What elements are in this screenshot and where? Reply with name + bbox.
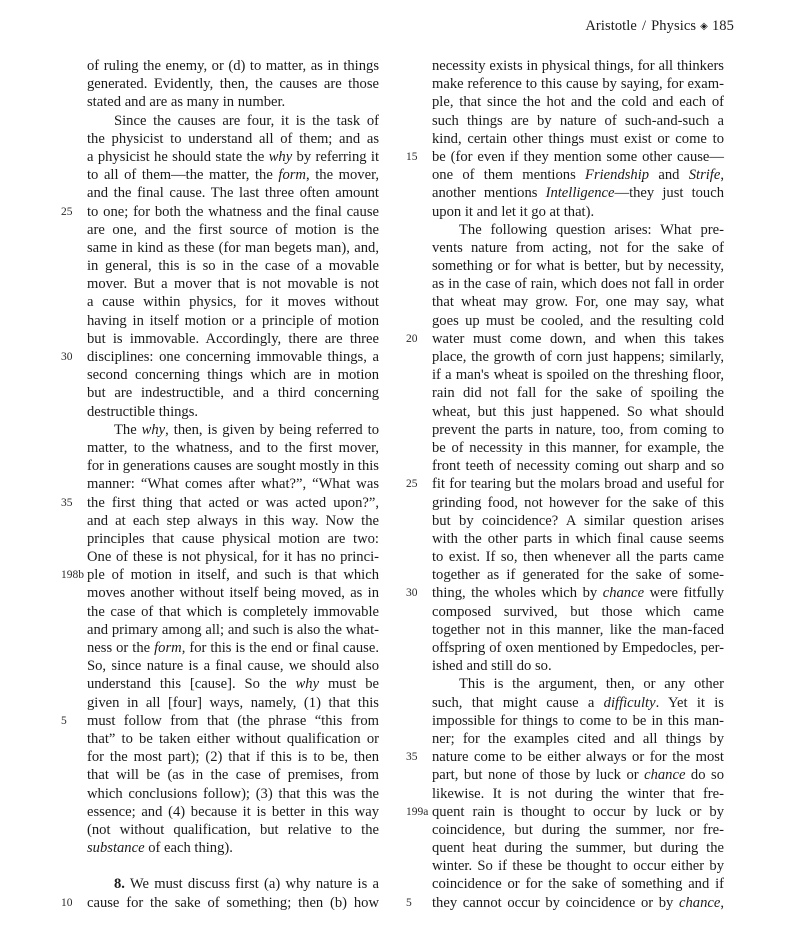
text-line [61, 712, 379, 730]
text-line [432, 421, 724, 439]
line-text: ished and still do so. [432, 658, 552, 675]
header-separator: / [641, 18, 647, 34]
line-text: be (for even if they mention some other cause— [432, 148, 724, 165]
line-number-marker: 5 [61, 714, 67, 727]
line-number-marker: 30 [406, 587, 418, 600]
line-text: principles that cause physical motion are two: [87, 530, 379, 547]
text-line [87, 785, 379, 803]
running-header [585, 18, 734, 35]
text-line [432, 312, 724, 330]
line-text: that wheat may grow. For, one may say, what [432, 294, 724, 311]
text-line [87, 621, 379, 639]
line-text: part, but none of those by luck or chance do so [432, 767, 724, 784]
text-line [432, 75, 724, 93]
text-line [432, 293, 724, 311]
line-text: thing, the wholes which by chance were fitfully [432, 585, 725, 602]
line-text: the first thing that acted or was acted upon?”, [87, 494, 379, 511]
line-text: ple, that since the hot and the cold and each of [432, 94, 724, 111]
text-line [87, 603, 379, 621]
line-number-marker: 35 [61, 496, 73, 509]
line-text: together as if generated for the sake of some- [432, 567, 724, 584]
text-line [87, 312, 379, 330]
text-line [406, 330, 724, 348]
text-line [432, 239, 724, 257]
text-line [432, 712, 724, 730]
line-text: ness or the form, for this is the end or final cause. [87, 640, 379, 656]
line-text: the case of that which is completely immovable [87, 603, 379, 620]
line-text: make reference to this cause by saying, for exam- [432, 76, 724, 93]
line-text: The following question arises: What pre- [459, 221, 724, 238]
text-line [432, 203, 724, 221]
line-text: kind, certain other things must exist or come to [432, 130, 724, 147]
text-line [87, 548, 379, 566]
line-text: as in the case of rain, which does not fall in order [432, 276, 724, 293]
text-line [87, 457, 379, 475]
text-line [87, 748, 379, 766]
text-line [87, 439, 379, 457]
text-line [432, 675, 724, 693]
text-line [432, 57, 724, 75]
line-text: if a man's wheat is spoiled on the threshing floor, [432, 367, 724, 384]
text-line [406, 475, 724, 493]
text-line [87, 275, 379, 293]
text-line [432, 166, 724, 184]
text-line [87, 512, 379, 530]
text-line [432, 184, 724, 202]
header-author: Aristotle [585, 18, 637, 34]
text-line [432, 221, 724, 239]
line-text: given in all [four] ways, namely, (1) that this [87, 694, 379, 711]
line-number-marker: 35 [406, 751, 418, 764]
text-line [87, 403, 379, 421]
line-text: and the final cause. The last three often amount [87, 185, 379, 202]
text-line [87, 657, 379, 675]
line-text: This is the argument, then, or any other [459, 676, 724, 693]
text-line [432, 694, 724, 712]
text-line [87, 839, 379, 857]
line-text: fit for tearing but the molars broad and useful for [432, 476, 724, 493]
text-line [87, 803, 379, 821]
text-line [87, 857, 379, 875]
header-work: Physics [651, 18, 697, 34]
line-text: prevent the parts in nature, too, from coming to [432, 421, 724, 438]
line-text: necessity exists in physical things, for all thinkers [432, 58, 724, 74]
text-line [432, 566, 724, 584]
line-text: moves another without itself being moved, as in [87, 585, 379, 602]
text-line [432, 257, 724, 275]
line-text: but by coincidence? A similar question arises [432, 512, 724, 529]
line-text: for the most part); (2) that if this is to be, then [87, 749, 379, 766]
line-text: that” to be taken either without qualification or [87, 730, 379, 747]
line-text: having in itself motion or a principle of motion [87, 312, 379, 329]
line-text: together not in this manner, like the man-faced [432, 621, 724, 638]
text-line [406, 803, 724, 821]
text-line [432, 766, 724, 784]
line-number-marker: 5 [406, 896, 412, 909]
line-text: a cause within physics, for it moves without [87, 294, 379, 311]
text-line [432, 366, 724, 384]
text-line [87, 239, 379, 257]
line-text: upon it and let it go at that). [432, 203, 595, 220]
line-text: mover. But a mover that is not movable is not [87, 276, 379, 293]
text-line [87, 821, 379, 839]
line-text: nature come to be either always or for the most [432, 749, 724, 766]
text-line [432, 857, 724, 875]
text-line [432, 785, 724, 803]
line-text: second concerning things which are in motion [87, 367, 379, 384]
text-line [432, 403, 724, 421]
line-text: they cannot occur by coincidence or by chance, [432, 894, 724, 911]
text-line [432, 657, 724, 675]
line-text: something or for what is better, but by necessity, [432, 258, 724, 275]
line-text: Since the causes are four, it is the task of [114, 112, 379, 129]
line-text: of ruling the enemy, or (d) to matter, as in things [87, 58, 379, 74]
line-text: but are indestructible, and a third concerning [87, 385, 379, 402]
line-text: front teeth of necessity coming out sharp and so [432, 458, 724, 475]
line-text: grinding food, not however for the sake of this [432, 494, 724, 511]
text-line [87, 384, 379, 402]
line-text: understand this [cause]. So the why must be [87, 676, 379, 693]
line-text: stated and are as many in number. [87, 94, 286, 111]
text-line [432, 384, 724, 402]
text-line [432, 512, 724, 530]
text-line [87, 148, 379, 166]
text-line [87, 130, 379, 148]
line-number-marker: 20 [406, 332, 418, 345]
text-line [87, 257, 379, 275]
line-text: such things are by nature of such-and-such a [432, 112, 724, 129]
line-text: that will be (as in the case of premises, from [87, 767, 379, 784]
text-line [432, 548, 724, 566]
text-line [432, 621, 724, 639]
text-line [432, 457, 724, 475]
page-number: 185 [711, 18, 734, 34]
line-text: The why, then, is given by being referred to [114, 421, 380, 438]
text-line [87, 639, 379, 657]
text-line [87, 475, 379, 493]
line-number-marker: 30 [61, 351, 73, 363]
text-line [432, 130, 724, 148]
text-line [87, 93, 379, 111]
text-line [432, 275, 724, 293]
line-text: to all of them—the matter, the form, the mover, [87, 167, 379, 184]
line-text: goes up must be cooled, and the resulting cold [432, 312, 724, 329]
line-text: with the other parts in which final cause seems [432, 530, 724, 547]
text-line [61, 566, 379, 584]
line-text: substance of each thing). [87, 840, 233, 857]
text-line [432, 821, 724, 839]
text-line [87, 584, 379, 602]
line-text: place, the growth of corn just happens; similarly, [432, 349, 724, 365]
line-text: vents nature from acting, not for the sake of [432, 239, 724, 256]
line-text: be of necessity in this manner, for example, the [432, 439, 724, 456]
line-text: but is immovable. Accordingly, there are three [87, 330, 379, 347]
text-line [87, 293, 379, 311]
line-text: which conclusions follow); (3) that this was the [87, 785, 379, 802]
line-text: offspring of oxen mentioned by Empedocles, per- [432, 640, 724, 656]
line-text: and primary among all; and such is also the what- [87, 621, 379, 638]
text-line [87, 766, 379, 784]
line-number-marker: 25 [61, 205, 73, 218]
line-text: (not without qualification, but relative to the [87, 821, 379, 838]
text-line [432, 603, 724, 621]
diamond-ornament-icon: ◈ [700, 21, 708, 32]
text-line [87, 57, 379, 75]
line-text: 8. We must discuss first (a) why nature is a [114, 876, 379, 893]
line-text: for in generations causes are sought mostly in this [87, 458, 379, 475]
line-text: matter, to the whatness, and to the first mover, [87, 439, 379, 456]
line-text: coincidence or for the sake of something and if [432, 876, 724, 893]
text-line [432, 875, 724, 893]
line-text: impossible for things to come to be in this man- [432, 712, 724, 729]
text-line [87, 421, 379, 439]
line-text: manner: “What comes after what?”, “What was [87, 476, 379, 493]
text-line [61, 348, 379, 366]
line-number-marker: 15 [406, 150, 418, 163]
text-line [87, 530, 379, 548]
text-line [432, 839, 724, 857]
line-text: generated. Evidently, then, the causes are those [87, 76, 379, 93]
line-text: cause for the sake of something; then (b) how [87, 894, 379, 911]
line-text: water must come down, and when this takes [432, 330, 724, 347]
line-text: another mentions Intelligence—they just touch [432, 185, 724, 202]
text-line [87, 730, 379, 748]
line-text: a physicist he should state the why by referring it [87, 148, 379, 165]
line-text: ner; for the examples cited and all things by [432, 730, 724, 747]
text-line [87, 184, 379, 202]
line-text: in general, this is so in the case of a movable [87, 258, 379, 275]
line-text: ple of motion in itself, and such is that which [87, 567, 379, 584]
line-text: likewise. It is not during the winter that fre- [432, 785, 724, 802]
text-line [87, 221, 379, 239]
text-line [432, 93, 724, 111]
text-line [432, 530, 724, 548]
line-text: and at each step always in this way. Now the [87, 512, 379, 529]
text-line [61, 894, 379, 912]
line-text: the physicist to understand all of them; and as [87, 130, 379, 147]
text-line [87, 675, 379, 693]
text-line [87, 366, 379, 384]
line-text: must follow from that (the phrase “this from [87, 712, 379, 729]
text-line [87, 166, 379, 184]
line-text: quent rain is thought to occur by luck or by [432, 803, 724, 820]
line-text: rain did not fall for the sake of spoiling the [432, 385, 724, 402]
line-text: essence; and (4) because it is better in this way [87, 803, 379, 820]
text-line [406, 148, 724, 166]
line-text: destructible things. [87, 403, 199, 420]
text-line [406, 584, 725, 602]
text-line [61, 203, 379, 221]
text-line [87, 112, 379, 130]
text-line [406, 748, 724, 766]
line-text: So, since nature is a final cause, we should also [87, 658, 379, 675]
right-text-column [406, 57, 725, 912]
line-text: winter. So if these be thought to occur either by [432, 858, 724, 875]
line-text: such, that might cause a difficulty. Yet it is [432, 694, 724, 711]
text-line [432, 439, 724, 457]
line-number-marker: 10 [61, 896, 73, 909]
line-text: coincidence, but during the summer, nor fre- [432, 821, 724, 838]
text-line [87, 875, 379, 893]
line-text: wheat, but this just happened. So what should [432, 403, 724, 420]
line-number-marker: 25 [406, 478, 418, 491]
line-text: are one, and the first source of motion is the [87, 221, 379, 238]
line-text: one of them mentions Friendship and Strife, [432, 167, 724, 184]
text-line [87, 330, 379, 348]
line-text: to one; for both the whatness and the final cause [87, 203, 379, 220]
line-text: composed survived, but those which came [432, 603, 724, 620]
text-line [432, 112, 724, 130]
line-text: disciplines: one concerning immovable things, a [87, 349, 379, 365]
line-text: to exist. If so, then whenever all the parts came [432, 549, 724, 566]
left-text-column [61, 57, 380, 912]
line-number-marker: 198b [61, 569, 84, 582]
text-line [61, 494, 379, 512]
text-line [87, 694, 379, 712]
text-line [432, 639, 724, 657]
text-line [432, 494, 724, 512]
text-line [432, 348, 724, 366]
text-line [406, 894, 724, 912]
line-number-marker: 199a [406, 805, 429, 818]
line-text: same in kind as these (for man begets man), and, [87, 239, 379, 256]
text-line [432, 730, 724, 748]
line-text: One of these is not physical, for it has no princi- [87, 549, 379, 566]
line-text: quent heat during the summer, but during the [432, 840, 724, 857]
text-line [87, 75, 379, 93]
